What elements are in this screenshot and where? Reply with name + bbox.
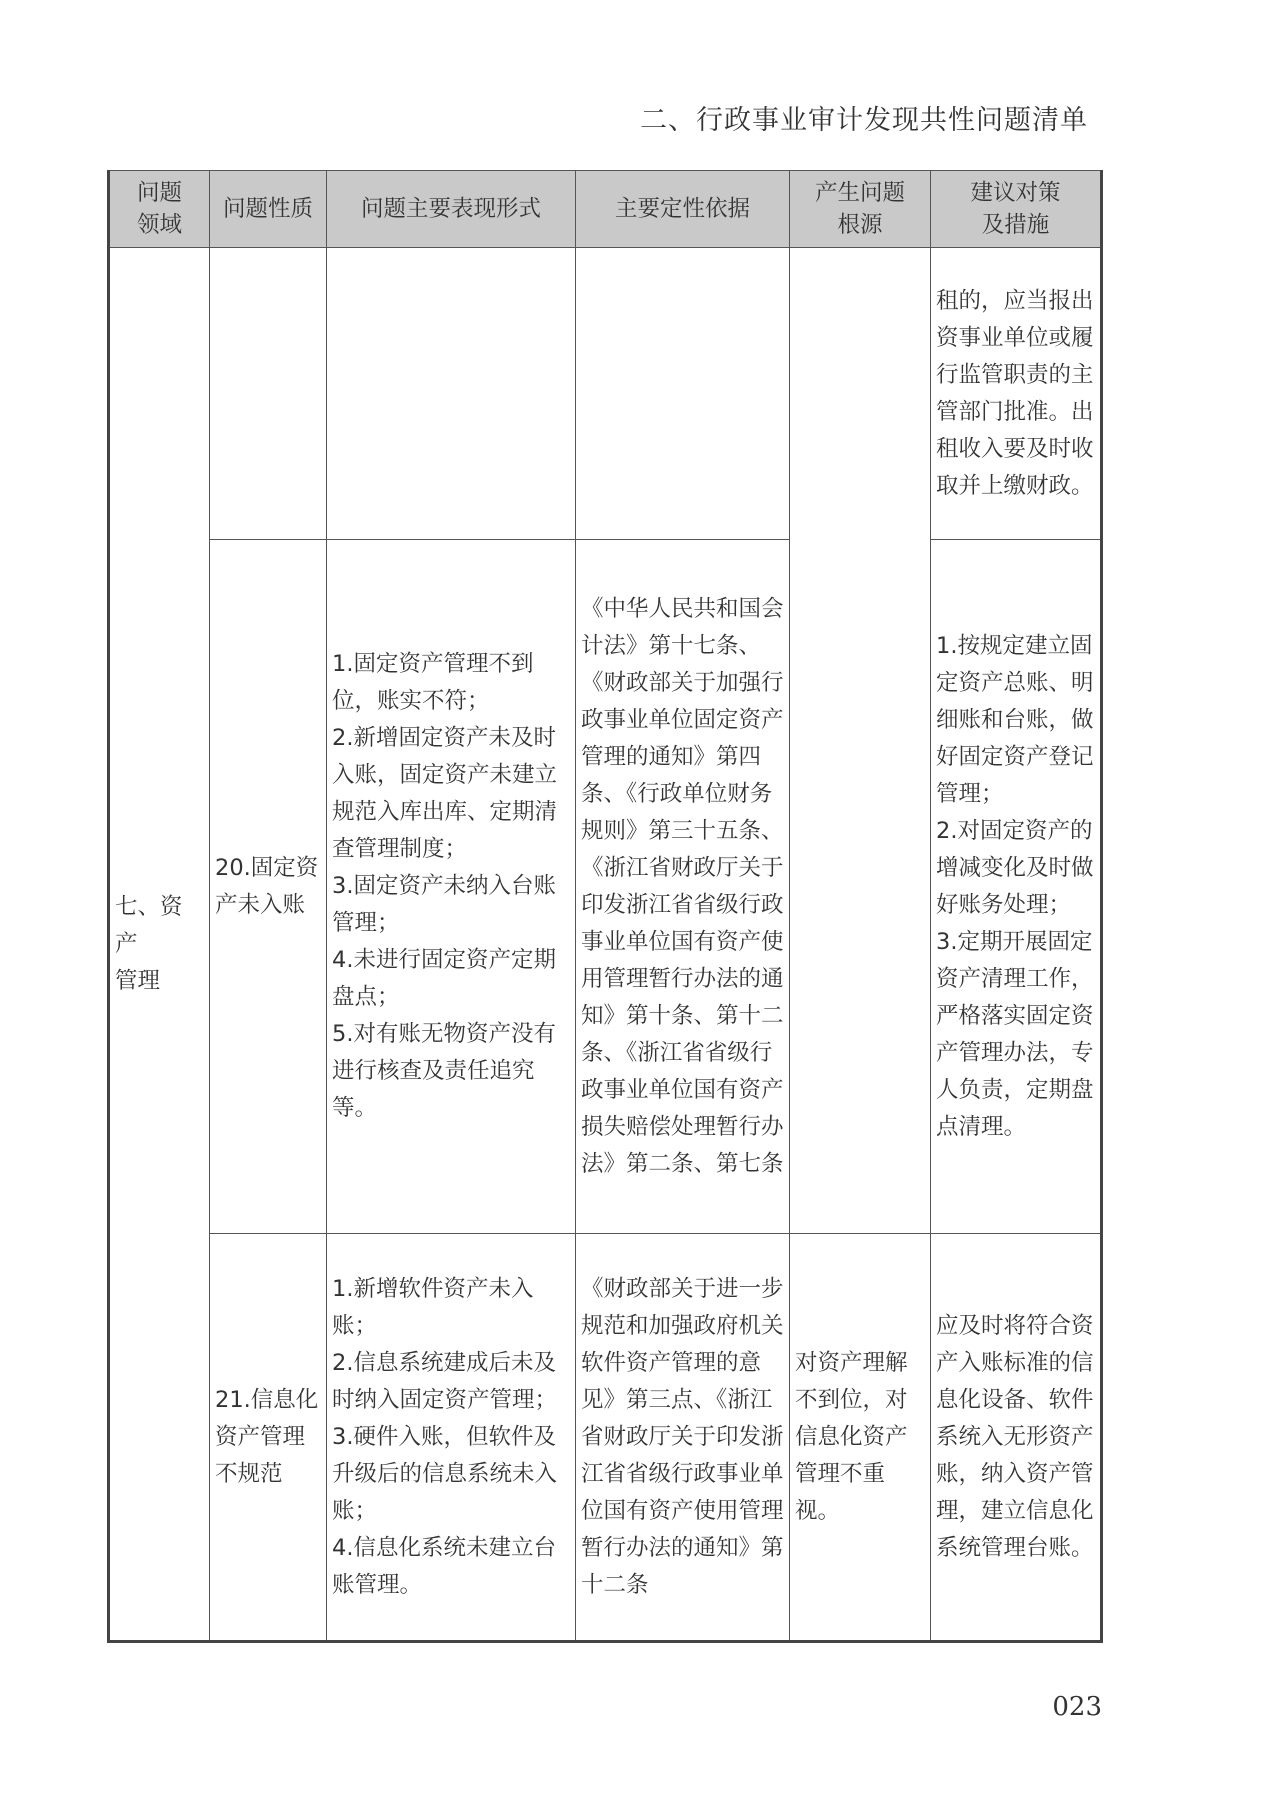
- table-row: [109, 540, 1102, 1234]
- header-manifestation: 问题主要表现形式: [327, 171, 576, 248]
- table-row: [109, 1234, 1102, 1642]
- page-header-title: 二、行政事业审计发现共性问题清单: [640, 105, 1088, 136]
- audit-issues-table: [107, 170, 1103, 1643]
- suggestion-cell: 应及时将符合资产入账标准的信息化设备、软件系统入无形资产账，纳入资产管理，建立信息化系统管理台账。: [931, 1234, 1102, 1642]
- suggestion-cell: 1.按规定建立固定资产总账、明细账和台账，做好固定资产登记管理； 2.对固定资产的增减变化及时做好账务处理； 3.定期开展固定资产清理工作，严格落实固定资产管理办法，专人负责，定期盘点清理。: [931, 540, 1102, 1234]
- header-basis: 主要定性依据: [576, 171, 790, 248]
- manifestation-cell: 1.新增软件资产未入账； 2.信息系统建成后未及时纳入固定资产管理； 3.硬件入账，但软件及升级后的信息系统未入账； 4.信息化系统未建立台账管理。: [327, 1234, 576, 1642]
- nature-cell: [210, 248, 327, 540]
- area-cell: 七、资产 管理: [109, 248, 210, 1642]
- table-row: [109, 248, 1102, 540]
- manifestation-cell: [327, 248, 576, 540]
- basis-cell: 《中华人民共和国会计法》第十七条、《财政部关于加强行政事业单位固定资产管理的通知》第四条、《行政单位财务规则》第三十五条、《浙江省财政厅关于印发浙江省省级行政事业单位国有资产使用管理暂行办法的通知》第十条、第十二条、《浙江省省级行政事业单位国有资产损失赔偿处理暂行办法》第二条、第七条: [576, 540, 790, 1234]
- suggestion-cell: 租的，应当报出资事业单位或履行监管职责的主管部门批准。出租收入要及时收取并上缴财政。: [931, 248, 1102, 540]
- header-suggestion: 建议对策 及措施: [931, 171, 1102, 248]
- nature-cell: 20.固定资产未入账: [210, 540, 327, 1234]
- root-cause-cell: [790, 248, 931, 1234]
- root-cause-cell: 对资产理解不到位，对信息化资产管理不重视。: [790, 1234, 931, 1642]
- header-nature: 问题性质: [210, 171, 327, 248]
- header-root-cause: 产生问题 根源: [790, 171, 931, 248]
- page-number: 023: [1052, 1692, 1102, 1722]
- manifestation-cell: 1.固定资产管理不到位，账实不符； 2.新增固定资产未及时入账，固定资产未建立规范入库出库、定期清查管理制度； 3.固定资产未纳入台账管理； 4.未进行固定资产定期盘点； 5.对有账无物资产没有进行核查及责任追究等。: [327, 540, 576, 1234]
- table-header-row: [109, 171, 1102, 248]
- nature-cell: 21.信息化资产管理不规范: [210, 1234, 327, 1642]
- header-area: 问题 领域: [109, 171, 210, 248]
- basis-cell: 《财政部关于进一步规范和加强政府机关软件资产管理的意见》第三点、《浙江省财政厅关于印发浙江省省级行政事业单位国有资产使用管理暂行办法的通知》第十二条: [576, 1234, 790, 1642]
- basis-cell: [576, 248, 790, 540]
